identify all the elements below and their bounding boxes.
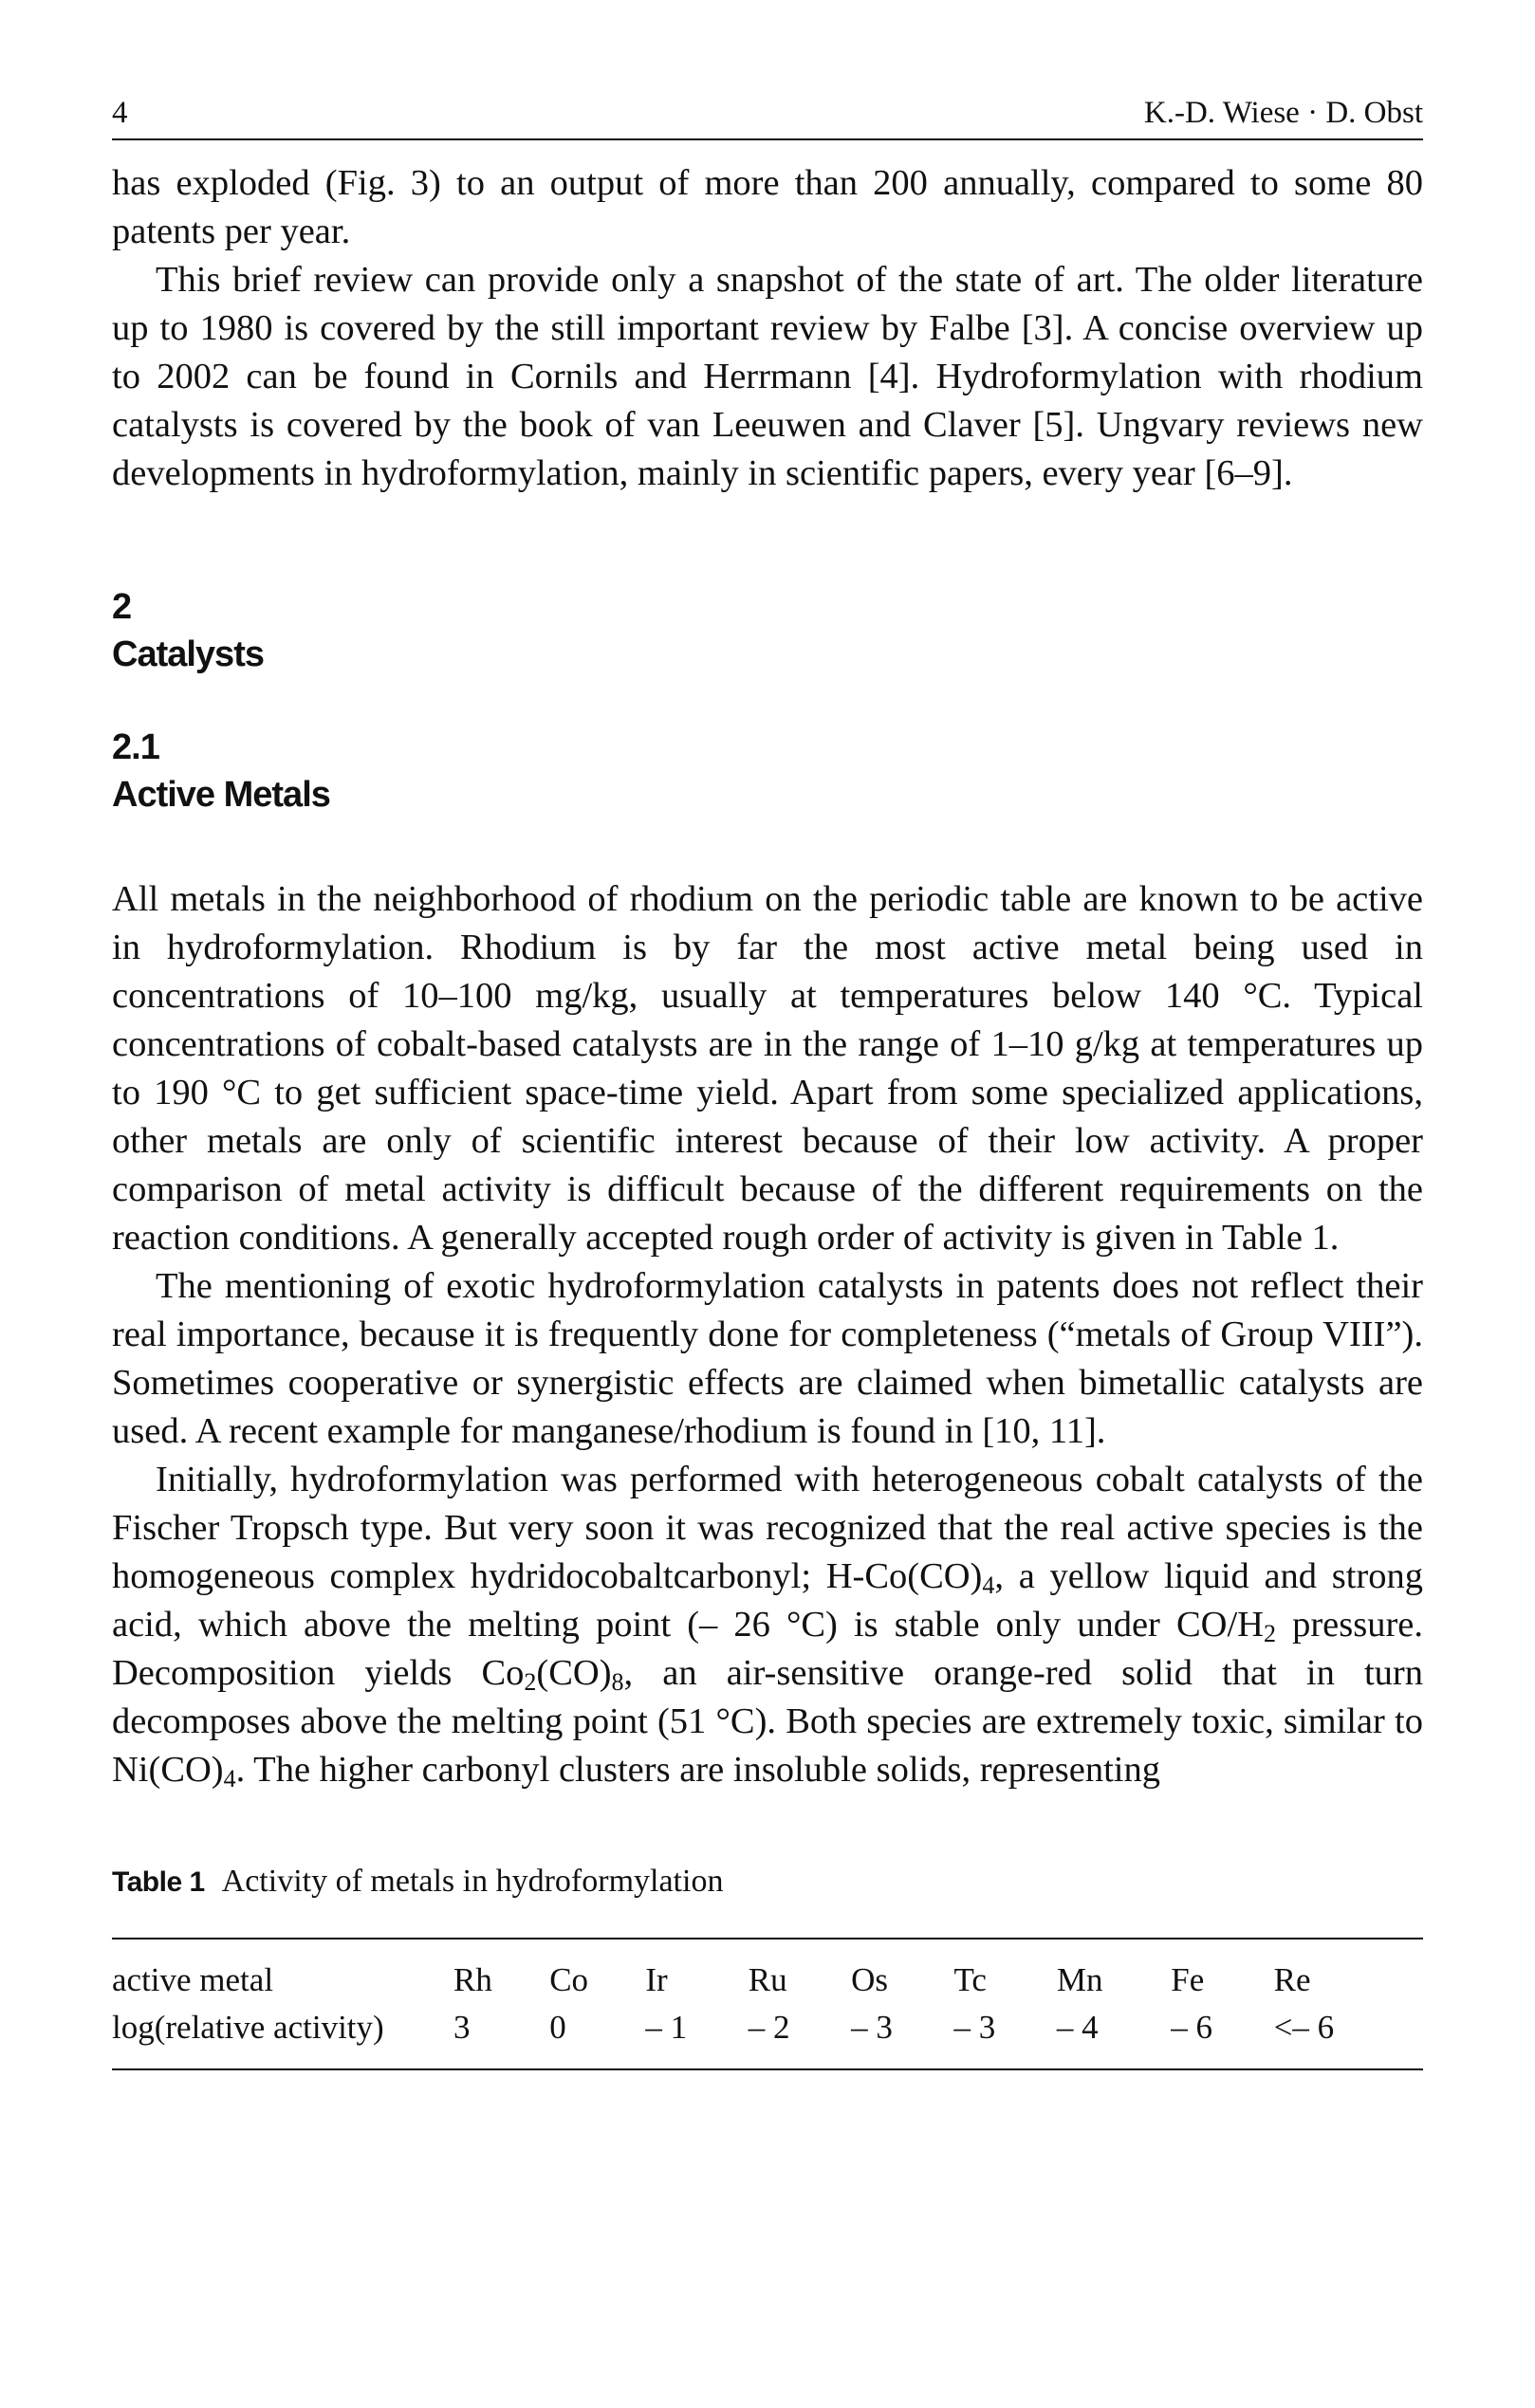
running-head	[112, 95, 1423, 140]
table-row-activity	[112, 2004, 1423, 2069]
metal-cell: Ru	[748, 1961, 787, 1998]
paragraph-1: has exploded (Fig. 3) to an output of more than 200 annually, compared to some 80 patents per year.	[112, 163, 1423, 251]
metal-cell: Co	[549, 1961, 589, 1998]
p5-text-2: , a yellow liquid and strong acid, which above the melting point (– 26 °C) is stable only under CO/H	[112, 1556, 1423, 1645]
p5-text-6: . The higher carbonyl clusters are insoluble solids, representing	[235, 1750, 1160, 1790]
metal-cell: Rh	[453, 1961, 492, 1998]
table-caption	[112, 1861, 1423, 1903]
subsection-title: Active Metals	[112, 775, 330, 815]
metal-cell: Mn	[1056, 1961, 1103, 1998]
table-row-metals	[112, 1939, 1423, 2004]
subsection-number: 2.1	[112, 727, 159, 767]
section-number: 2	[112, 587, 132, 627]
p5-text-5: , an air-sensitive orange-red solid that in turn decomposes above the melting point (51 °C). Both species are extremely toxic, similar to Ni(CO)	[112, 1653, 1423, 1790]
activity-cell: – 2	[748, 2009, 790, 2046]
paragraph-5	[112, 1456, 1423, 1794]
p5-sub-2: 2	[1263, 1620, 1276, 1647]
row-header-active-metal: active metal	[112, 1961, 274, 1998]
section-heading	[112, 583, 1423, 678]
metal-activity-table	[112, 1938, 1423, 2070]
metal-cell: Ir	[645, 1961, 668, 1998]
p5-text-4: (CO)	[536, 1653, 612, 1693]
activity-cell: – 6	[1171, 2009, 1213, 2046]
p5-sub-3: 2	[524, 1668, 537, 1696]
table-caption-text: Activity of metals in hydroformylation	[221, 1864, 724, 1899]
page	[112, 95, 1423, 2070]
paragraph-4: The mentioning of exotic hydroformylation catalysts in patents does not reflect their real importance, because it is frequently done for completeness (“metals of Group VIII”). Sometimes cooperative or synergistic effects are claimed when bimetallic catalysts are used. A recent example for manganese/rhodium is found in [10, 11].	[112, 1266, 1423, 1451]
p5-text-1: Initially, hydroformylation was performed with heterogeneous cobalt catalysts of the Fischer Tropsch type. But very soon it was recognized that the real active species is the homogeneous complex hydridocobaltcarbonyl; H-Co(CO)	[112, 1460, 1423, 1596]
paragraph-2: This brief review can provide only a snapshot of the state of art. The older literature up to 1980 is covered by the still important review by Falbe [3]. A concise overview up to 2002 can be found in Cornils and Herrmann [4]. Hydroformylation with rhodium catalysts is covered by the book of van Leeuwen and Claver [5]. Ungvary reviews new developments in hydroformylation, mainly in scientific papers, every year [6–9].	[112, 260, 1423, 493]
metal-cell: Os	[851, 1961, 889, 1998]
row-header-log-activity: log(relative activity)	[112, 2009, 384, 2046]
section-title: Catalysts	[112, 634, 264, 674]
subsection-heading	[112, 724, 1423, 818]
p5-sub-5: 4	[223, 1765, 236, 1792]
table-label: Table 1	[112, 1866, 205, 1898]
page-number: 4	[112, 96, 128, 130]
activity-cell: – 3	[851, 2009, 893, 2046]
p5-sub-1: 4	[982, 1572, 995, 1599]
p5-sub-4: 8	[611, 1668, 624, 1696]
metal-cell: Re	[1273, 1961, 1311, 1998]
metal-cell: Tc	[953, 1961, 987, 1998]
activity-cell: – 4	[1056, 2009, 1099, 2046]
activity-cell: <– 6	[1273, 2009, 1335, 2046]
activity-cell: – 3	[953, 2009, 996, 2046]
p5-text-3: pressure. Decomposition yields Co	[112, 1605, 1423, 1693]
metal-cell: Fe	[1171, 1961, 1205, 1998]
activity-cell: 3	[453, 2009, 471, 2046]
paragraph-3: All metals in the neighborhood of rhodium on the periodic table are known to be active in hydroformylation. Rhodium is by far the most active metal being used in concentrations of 10–100 mg/kg, usually at temperatures below 140 °C. Typical concentrations of cobalt-based catalysts are in the range of 1–10 g/kg at temperatures up to 190 °C to get sufficient space-time yield. Apart from some specialized applications, other metals are only of scientific interest because of their low activity. A proper comparison of metal activity is difficult because of the different requirements on the reaction conditions. A generally accepted rough order of activity is given in Table 1.	[112, 879, 1423, 1258]
running-head-authors: K.-D. Wiese · D. Obst	[1143, 96, 1423, 130]
activity-cell: – 1	[645, 2009, 688, 2046]
activity-cell: 0	[549, 2009, 566, 2046]
